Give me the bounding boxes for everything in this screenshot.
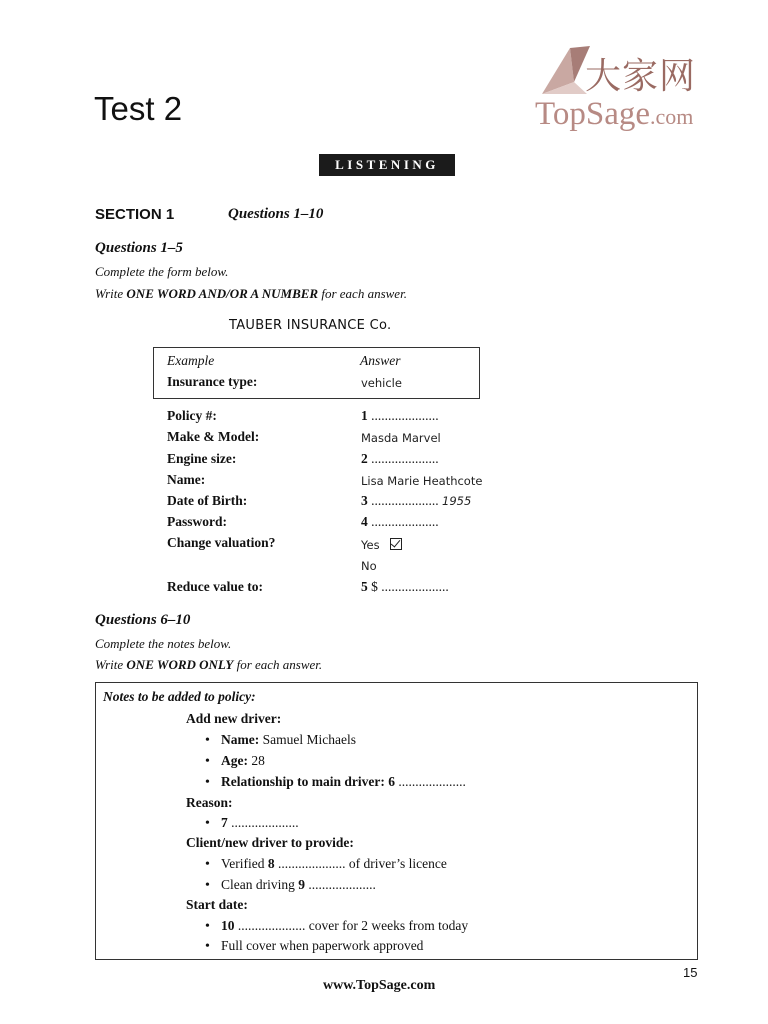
- q3-blank[interactable]: 3 .................... 1955: [361, 493, 472, 508]
- name-label: Name:: [167, 472, 206, 487]
- q7-blank[interactable]: • 7 ....................: [205, 815, 299, 832]
- questions-6-10-heading: Questions 6–10: [95, 612, 191, 628]
- questions-1-5-heading: Questions 1–5: [95, 240, 183, 256]
- page-number: 15: [683, 965, 698, 980]
- answer-label: Answer: [360, 353, 401, 368]
- footer-url[interactable]: www.TopSage.com: [323, 978, 436, 993]
- policy-label: Policy #:: [167, 408, 217, 423]
- example-field: Insurance type:: [167, 374, 258, 389]
- example-label: Example: [167, 353, 215, 368]
- reason-heading: Reason:: [186, 795, 233, 810]
- name-bullet: • Name: Samuel Michaels: [205, 732, 356, 749]
- q5-blank[interactable]: 5 $ ....................: [361, 579, 449, 594]
- client-provide-heading: Client/new driver to provide:: [186, 835, 354, 850]
- q2-blank[interactable]: 2 ....................: [361, 451, 439, 466]
- page-title: Test 2: [94, 90, 183, 127]
- start-date-heading: Start date:: [186, 897, 248, 912]
- q6-blank[interactable]: • Relationship to main driver: 6 ....................: [205, 774, 466, 791]
- instruction-complete-form: Complete the form below.: [95, 264, 229, 279]
- checked-checkbox-icon[interactable]: [390, 538, 402, 550]
- instruction-word-limit: Write ONE WORD AND/OR A NUMBER for each answer.: [95, 286, 407, 301]
- logo-english-text: TopSage.com: [535, 96, 694, 132]
- q4-blank[interactable]: 4 ....................: [361, 514, 439, 529]
- name-value: Lisa Marie Heathcote: [361, 474, 483, 488]
- section-label: SECTION 1: [95, 206, 175, 223]
- make-model-value: Masda Marvel: [361, 431, 441, 445]
- make-model-label: Make & Model:: [167, 429, 260, 444]
- q9-blank[interactable]: • Clean driving 9 ....................: [205, 877, 376, 894]
- valuation-no[interactable]: No: [361, 559, 377, 573]
- instruction-complete-notes: Complete the notes below.: [95, 636, 232, 651]
- q10-blank[interactable]: • 10 .................... cover for 2 weeks from today: [205, 918, 468, 935]
- topsage-logo: [530, 40, 720, 140]
- logo-chinese-text: 大家网: [585, 56, 697, 97]
- dob-label: Date of Birth:: [167, 493, 248, 508]
- example-value: vehicle: [361, 376, 402, 390]
- q1-blank[interactable]: 1 ....................: [361, 408, 439, 423]
- section-questions: Questions 1–10: [228, 206, 324, 222]
- instruction-one-word: Write ONE WORD ONLY for each answer.: [95, 657, 323, 672]
- listening-badge: LISTENING: [319, 154, 455, 176]
- full-cover-bullet: • Full cover when paperwork approved: [205, 938, 423, 955]
- age-bullet: • Age: 28: [205, 753, 265, 770]
- change-valuation-label: Change valuation?: [167, 535, 276, 550]
- valuation-yes[interactable]: Yes: [361, 538, 402, 552]
- engine-size-label: Engine size:: [167, 451, 237, 466]
- q8-blank[interactable]: • Verified 8 .................... of driver’s licence: [205, 856, 447, 873]
- reduce-value-label: Reduce value to:: [167, 579, 263, 594]
- form-title: TAUBER INSURANCE Co.: [229, 318, 392, 333]
- password-label: Password:: [167, 514, 227, 529]
- notes-title: Notes to be added to policy:: [103, 689, 256, 704]
- add-driver-heading: Add new driver:: [186, 711, 282, 726]
- logo-mark-icon: [532, 42, 592, 102]
